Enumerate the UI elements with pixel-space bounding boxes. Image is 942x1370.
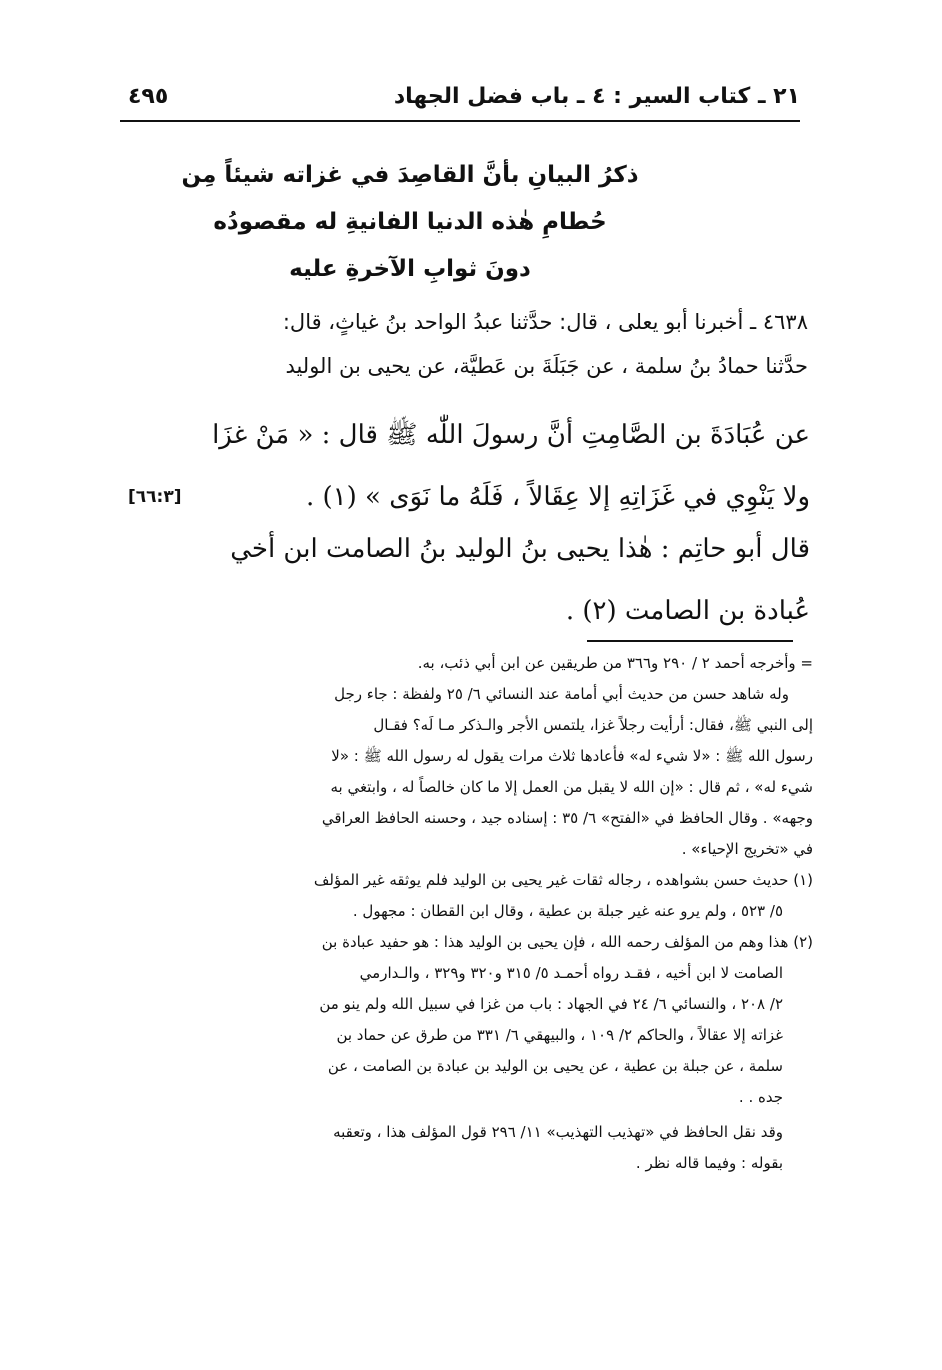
footnotes	[125, 648, 813, 1179]
footnote-2-line: غزاته إلا عقالاً ، والحاكم ٢/ ١٠٩ ، والبيهقي ٦/ ٣٣١ من طرق عن حماد بن	[336, 1026, 783, 1044]
footnote-line: وله شاهد حسن من حديث أبي أمامة عند النسائي ٦/ ٢٥ ولفظة : جاء رجل	[334, 685, 789, 703]
footnote-2-line: الصامت لا ابن أخيه ، فقـد رواه أحمـد ٥/ ٣١٥ و٣٢٠ و٣٢٩ ، والـدارمي	[359, 964, 783, 982]
footnote-1-line: (١) حديث حسن بشواهده ، رجاله ثقات غير يحيى بن الوليد فلم يوثقه غير المؤلف	[313, 871, 813, 889]
footnote-line: إلى النبي ﷺ، فقال: أرأيت رجلاً غزا، يلتمس الأجر والـذكر مـا لَه؟ فقـال	[373, 716, 813, 734]
commentary-line: عُبادة بن الصامت (٢) .	[565, 596, 810, 626]
hadith-reference: [٦٦:٣]	[128, 487, 182, 507]
matn-text: ولا يَنْوِي في غَزَاتِهِ إلا عِقَالاً ، فَلَهُ ما نَوَى » (١) .	[305, 482, 810, 512]
heading-line: حُطامِ هٰذه الدنيا الفانيةِ له مقصودُه	[213, 209, 607, 235]
heading-line: دونَ ثوابِ الآخرةِ عليه	[289, 256, 531, 282]
isnad-line: حدَّثنا حمادُ بنُ سلمة ، عن جَبَلَةَ بن عَطيَّة، عن يحيى بن الوليد	[285, 354, 808, 378]
footnote-2-addendum-line: بقوله : وفيما قاله نظر .	[635, 1154, 783, 1172]
footnote-2-line: سلمة ، عن جبلة بن عطية ، عن يحيى بن الوليد بن عبادة بن الصامت ، عن	[327, 1057, 783, 1075]
commentary-line: قال أبو حاتِم : هٰذا يحيى بنُ الوليد بنُ الصامت ابن أخي	[230, 534, 810, 564]
isnad-line: ٤٦٣٨ ـ أخبرنا أبو يعلى ، قال: حدَّثنا عبدُ الواحد بنُ غياثٍ، قال:	[282, 310, 808, 334]
page-number: ٤٩٥	[128, 84, 169, 109]
hadith-matn	[128, 404, 810, 528]
footnote-2-addendum-line: وقد نقل الحافظ في «تهذيب التهذيب» ١١/ ٢٩٦ قول المؤلف هذا ، وتعقبه	[333, 1123, 783, 1141]
footnote-line: شيء له» ، ثم قال : «إن الله لا يقبل من العمل إلا ما كان خالصاً له ، وابتغي به	[330, 778, 813, 796]
footnote-line: = وأخرجه أحمد ٢ / ٢٩٠ و٣٦٦ من طريقين عن ابن أبي ذئب، به.	[417, 654, 813, 672]
matn-line: عن عُبَادَةَ بن الصَّامِتِ أنَّ رسولَ اللّٰه ﷺ قال : « مَنْ غزَا	[212, 420, 810, 450]
running-title: ٢١ ـ كتاب السير : ٤ ـ باب فضل الجهاد	[393, 84, 800, 109]
author-commentary	[128, 518, 810, 642]
footnote-1-line: ٥/ ٥٢٣ ، ولم يرو عنه غير جبلة بن عطية ، وقال ابن القطان : مجهول .	[352, 902, 783, 920]
heading-line: ذكرُ البيانِ بأنَّ القاصِدَ في غزاته شيئاً مِن	[181, 162, 639, 188]
footnote-line: وجهه» . وقال الحافظ في «الفتح» ٦/ ٣٥ : إسناده جيد ، وحسنه الحافظ العراقي	[321, 809, 813, 827]
footnote-2-line: (٢) هذا وهم من المؤلف رحمه الله ، فإن يحيى بن الوليد هذا : هو حفيد عبادة بن	[321, 933, 813, 951]
page-header	[120, 80, 800, 122]
hadith-isnad	[100, 300, 808, 388]
footnote-line: في «تخريج الإحياء» .	[681, 840, 813, 858]
footnote-2-line: جده . .	[738, 1088, 783, 1106]
footnote-separator	[587, 640, 793, 642]
footnote-2-line: ٢/ ٢٠٨ ، والنسائي ٦/ ٢٤ في الجهاد : باب من غزا في سبيل الله ولم ينو من	[319, 995, 783, 1013]
footnote-line: رسول الله ﷺ : «لا شيء له» فأعادها ثلاث مرات يقول له رسول الله ﷺ : «لا	[331, 747, 813, 765]
chapter-heading	[170, 152, 650, 293]
